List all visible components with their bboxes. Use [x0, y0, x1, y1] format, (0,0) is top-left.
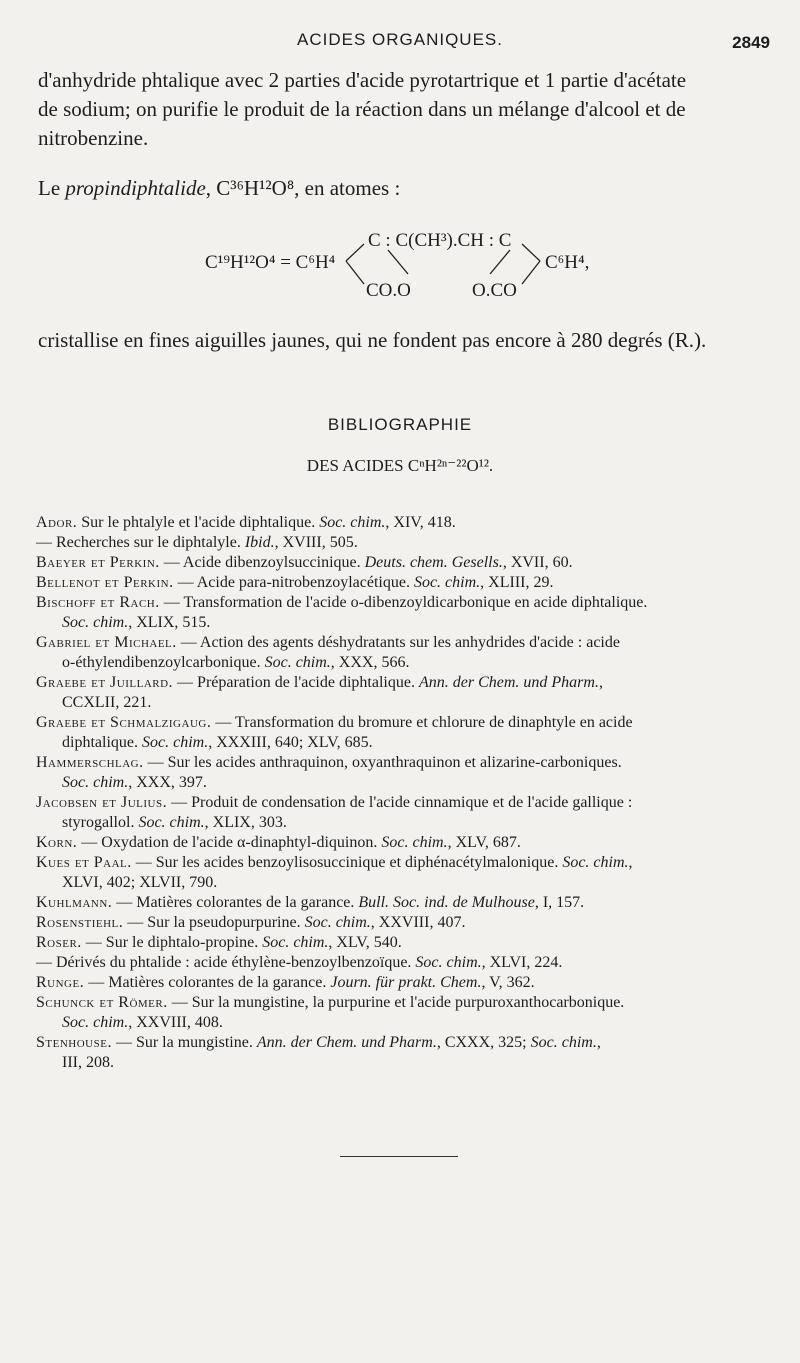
compound-prefix: Le [38, 176, 66, 200]
reference-entry [36, 933, 776, 953]
reference-entry [36, 893, 776, 913]
reference-text: styrogallol. Soc. chim., XLIX, 303. [62, 814, 287, 831]
reference-author: Hammerschlag. [36, 754, 144, 771]
reference-text: diphtalique. Soc. chim., XXXIII, 640; XLV, 685. [62, 734, 373, 751]
reference-text: — Sur les acides benzoylisosuccinique et diphénacétylmalonique. Soc. chim., [135, 854, 633, 871]
reference-author: Bischoff et Rach. [36, 594, 160, 611]
reference-text: Soc. chim., XXX, 397. [62, 774, 207, 791]
reference-text: — Matières colorantes de la garance. Journ. für prakt. Chem., V, 362. [88, 974, 535, 991]
reference-text: — Transformation de l'acide o-dibenzoyldicarbonique en acide diphtalique. [163, 594, 648, 611]
reference-entry [36, 753, 776, 793]
reference-text: — Préparation de l'acide diphtalique. Ann. der Chem. und Pharm., [177, 674, 603, 691]
reference-author: Bellenot et Perkin. [36, 574, 174, 591]
bibliography-title: BIBLIOGRAPHIE [327, 415, 473, 434]
reference-text: III, 208. [62, 1054, 114, 1071]
reference-list [36, 513, 776, 1073]
reference-author: Korn. [36, 834, 78, 851]
reference-text: — Produit de condensation de l'acide cinnamique et de l'acide gallique : [171, 794, 633, 811]
reference-entry [36, 913, 776, 933]
compound-name: propindiphtalide [65, 176, 206, 200]
reference-entry [36, 833, 776, 853]
reference-entry [36, 993, 776, 1033]
reference-text: — Transformation du bromure et chlorure de dinaphtyle en acide [215, 714, 633, 731]
compound-heading [38, 176, 400, 201]
text-line: cristallise en fines aiguilles jaunes, qui ne fondent pas encore à 280 degrés (R.). [38, 328, 707, 352]
text-line: nitrobenzine. [38, 126, 149, 150]
reference-entry [36, 593, 776, 633]
reference-author: Rosenstiehl. [36, 914, 124, 931]
reference-author: Gabriel et Michael. [36, 634, 177, 651]
reference-text: XLVI, 402; XLVII, 790. [62, 874, 218, 891]
structural-formula [0, 200, 800, 310]
reference-text: — Sur les acides anthraquinon, oxyanthraquinon et alizarine-carboniques. [147, 754, 622, 771]
reference-text: — Sur la mungistine, la purpurine et l'acide purpuroxanthocarbonique. [171, 994, 625, 1011]
formula-bonds [0, 200, 800, 310]
formula-bottom-left: CO.O [366, 280, 411, 301]
reference-author: Ador. [36, 514, 78, 531]
reference-text: Soc. chim., XXVIII, 408. [62, 1014, 223, 1031]
reference-entry [36, 633, 776, 673]
reference-text: Sur le phtalyle et l'acide diphtalique. Soc. chim., XIV, 418. [81, 514, 456, 531]
reference-entry [36, 1033, 776, 1073]
reference-author: Roser. [36, 934, 82, 951]
reference-author: Jacobsen et Julius. [36, 794, 168, 811]
section-rule [340, 1156, 458, 1157]
reference-author: Baeyer et Perkin. [36, 554, 160, 571]
reference-author: Kuhlmann. [36, 894, 113, 911]
reference-author: Graebe et Juillard. [36, 674, 174, 691]
reference-text: — Dérivés du phtalide : acide éthylène-benzoylbenzoïque. Soc. chim., XLVI, 224. [36, 954, 563, 971]
reference-text: — Action des agents déshydratants sur les anhydrides d'acide : acide [180, 634, 620, 651]
reference-author: Schunck et Römer. [36, 994, 168, 1011]
reference-author: Stenhouse. [36, 1034, 112, 1051]
reference-text: — Sur le diphtalo-propine. Soc. chim., XLV, 540. [85, 934, 402, 951]
intro-paragraph [38, 66, 770, 153]
reference-text: Soc. chim., XLIX, 515. [62, 614, 211, 631]
reference-text: — Acide para-nitrobenzoylacétique. Soc. chim., XLIII, 29. [177, 574, 554, 591]
text-line: de sodium; on purifie le produit de la réaction dans un mélange d'alcool et de [38, 97, 686, 121]
page-number: 2849 [732, 33, 770, 52]
reference-text: — Oxydation de l'acide α-dinaphtyl-diquinon. Soc. chim., XLV, 687. [81, 834, 521, 851]
reference-entry [36, 713, 776, 753]
bibliography-subtitle: DES ACIDES CⁿH²ⁿ⁻²²O¹². [306, 456, 494, 475]
reference-text: o-éthylendibenzoylcarbonique. Soc. chim., XXX, 566. [62, 654, 410, 671]
reference-entry [36, 533, 776, 553]
compound-formula: , C³⁶H¹²O⁸, en atomes : [205, 176, 401, 200]
reference-entry [36, 553, 776, 573]
formula-top: C : C(CH³).CH : C [368, 230, 512, 251]
reference-author: Runge. [36, 974, 85, 991]
reference-text: — Sur la mungistine. Ann. der Chem. und Pharm., CXXX, 325; Soc. chim., [115, 1034, 601, 1051]
reference-text: — Matières colorantes de la garance. Bull. Soc. ind. de Mulhouse, I, 157. [116, 894, 585, 911]
reference-entry [36, 513, 776, 533]
formula-right: C⁶H⁴, [545, 252, 590, 273]
text-line: d'anhydride phtalique avec 2 parties d'acide pyrotartrique et 1 partie d'acétate [38, 68, 687, 92]
compound-description [38, 326, 770, 355]
reference-entry [36, 673, 776, 713]
reference-entry [36, 973, 776, 993]
reference-text: — Recherches sur le diphtalyle. Ibid., XVIII, 505. [36, 534, 358, 551]
reference-author: Kues et Paal. [36, 854, 132, 871]
formula-left: C¹⁹H¹²O⁴ = C⁶H⁴ [205, 252, 336, 273]
reference-entry [36, 793, 776, 833]
running-header: ACIDES ORGANIQUES. [297, 30, 503, 49]
reference-author: Graebe et Schmalzigaug. [36, 714, 212, 731]
reference-text: — Sur la pseudopurpurine. Soc. chim., XXVIII, 407. [127, 914, 466, 931]
reference-entry [36, 953, 776, 973]
reference-entry [36, 853, 776, 893]
formula-bottom-right: O.CO [472, 280, 517, 301]
reference-entry [36, 573, 776, 593]
reference-text: — Acide dibenzoylsuccinique. Deuts. chem. Gesells., XVII, 60. [163, 554, 573, 571]
reference-text: CCXLII, 221. [62, 694, 152, 711]
